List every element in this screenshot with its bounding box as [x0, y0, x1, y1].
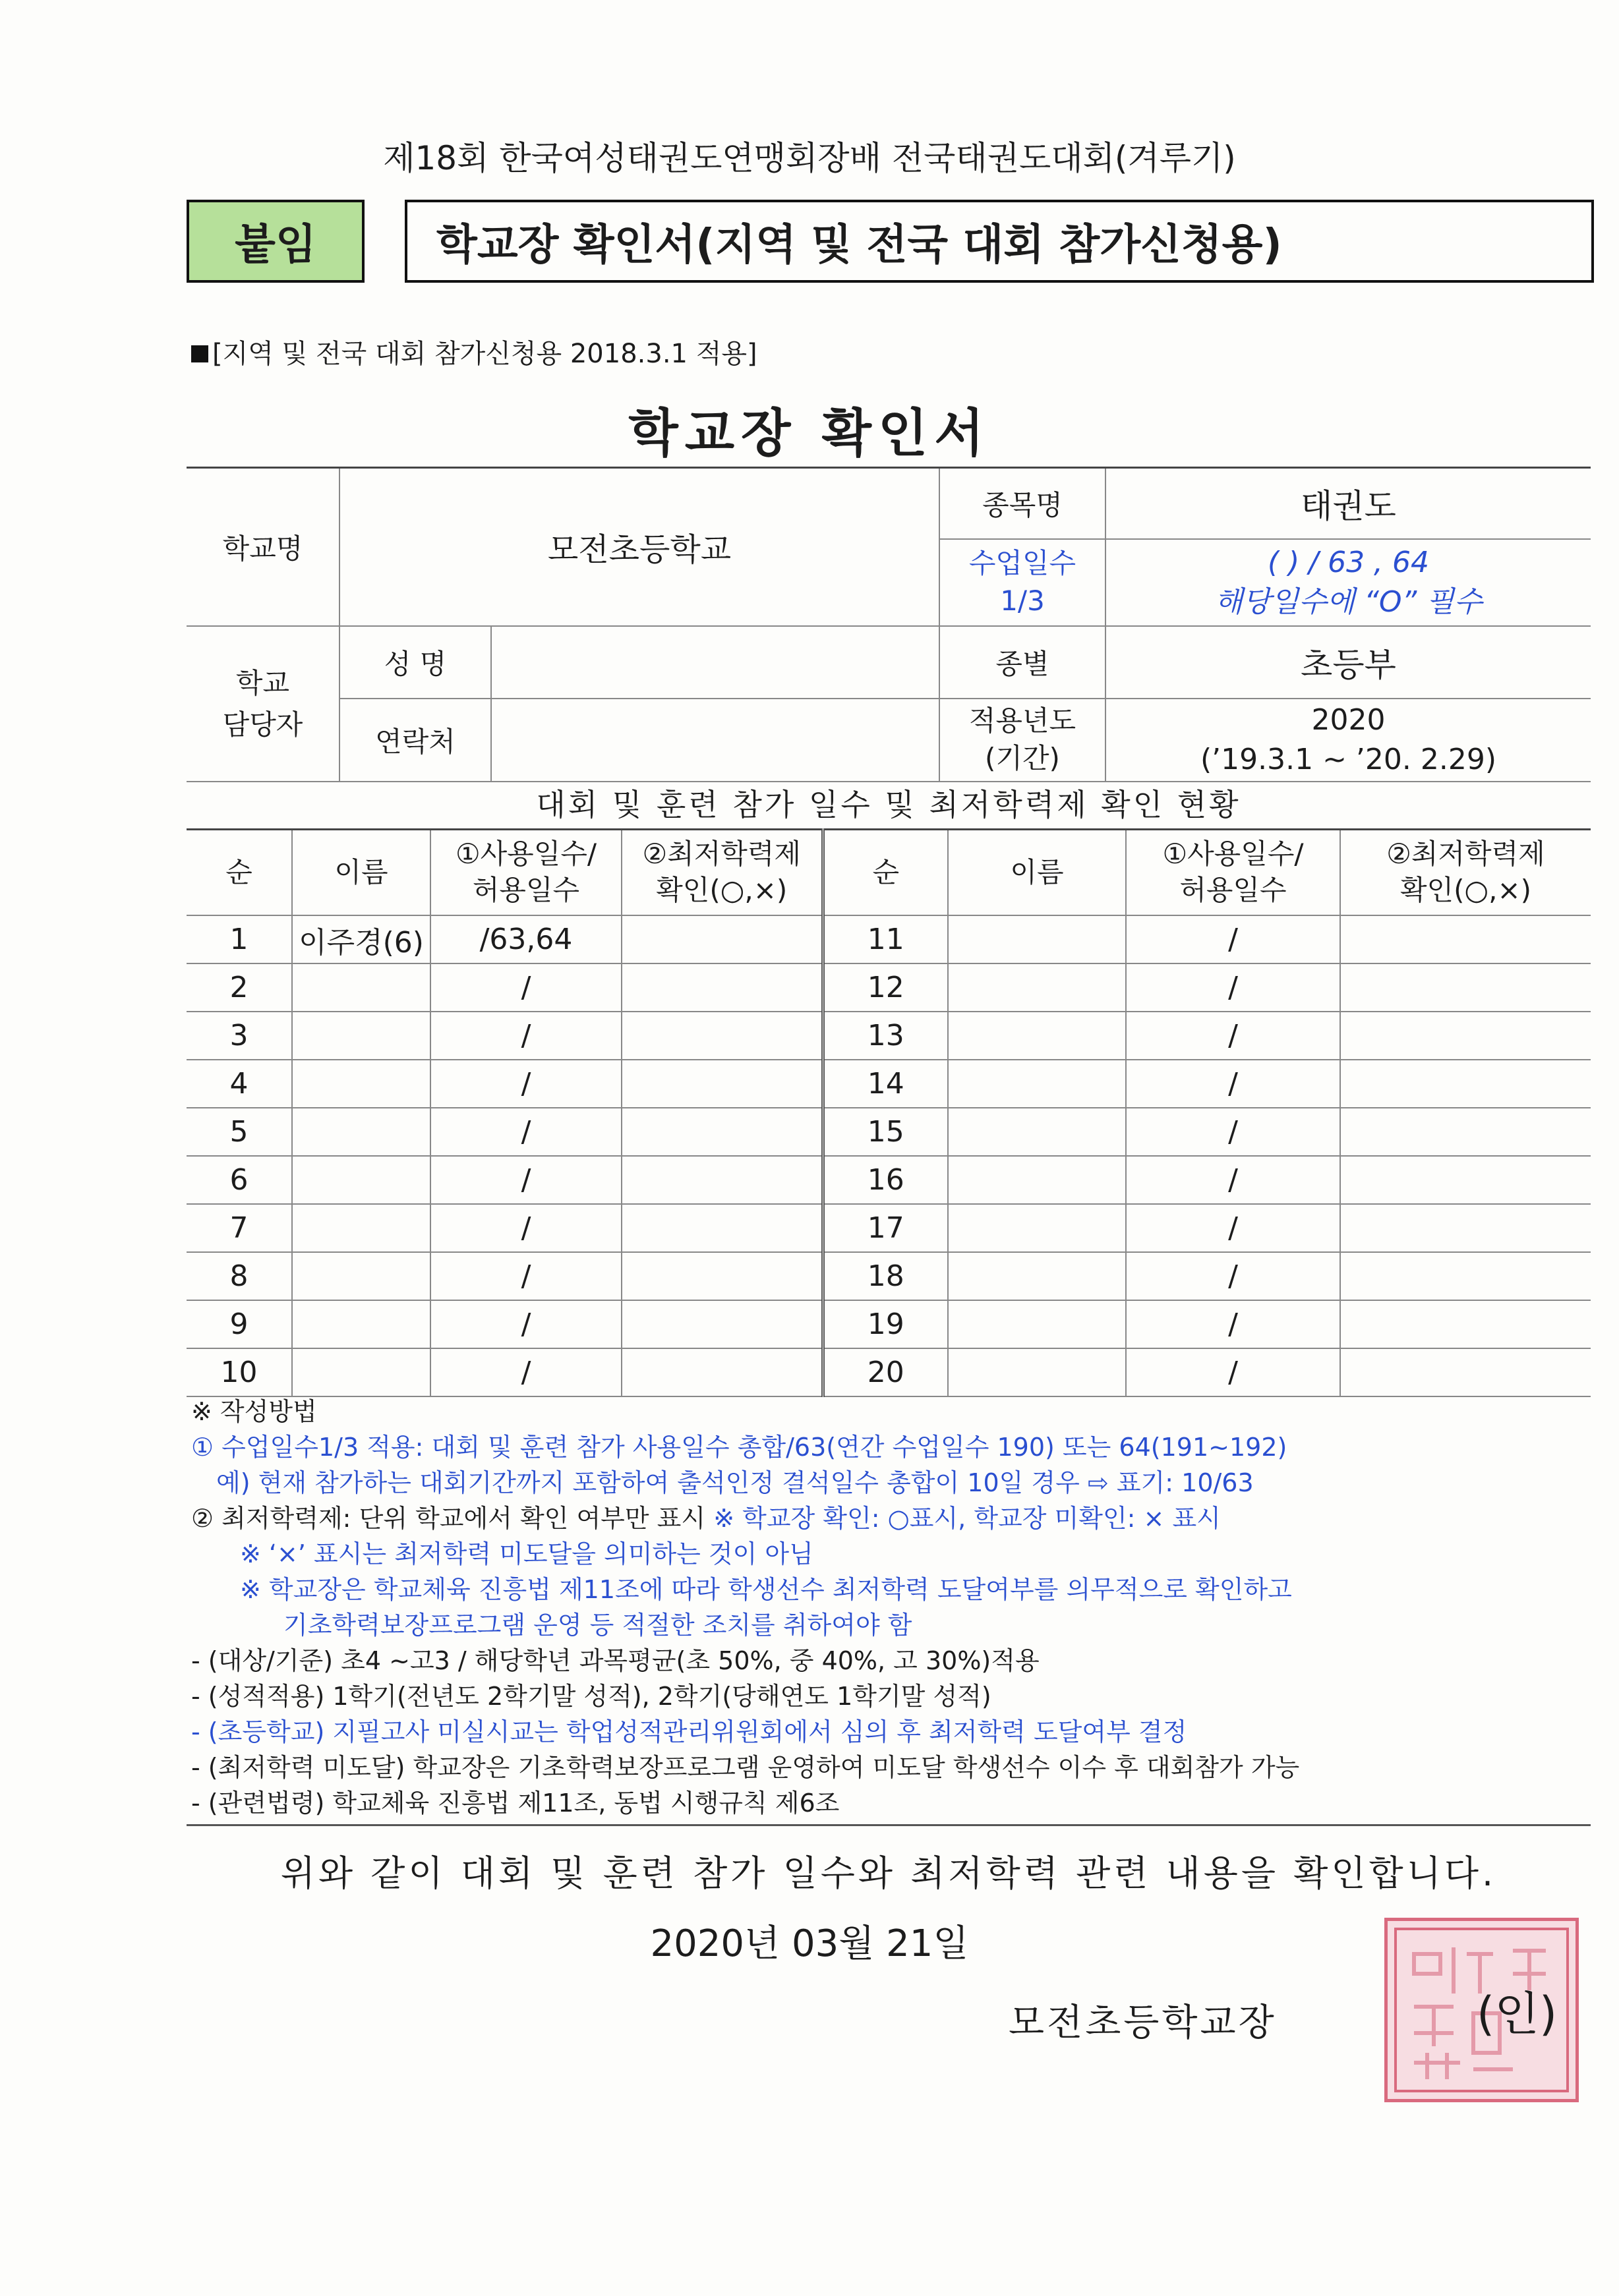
principal-signature: 모전초등학교장 — [1009, 2001, 1277, 2044]
days-used[interactable]: / — [1126, 963, 1340, 1012]
participant-name[interactable] — [948, 963, 1126, 1012]
form-title-box: 학교장 확인서(지역 및 전국 대회 참가신청용) — [405, 200, 1594, 283]
days-used[interactable]: / — [430, 1252, 622, 1300]
year-text: 2020 — [1311, 703, 1386, 737]
participant-name[interactable] — [948, 1252, 1126, 1300]
min-academic-check[interactable] — [622, 1204, 823, 1252]
col-min-header-right — [1340, 830, 1591, 916]
row-number: 5 — [187, 1108, 292, 1156]
min-academic-check[interactable] — [622, 1156, 823, 1204]
days-used[interactable]: / — [430, 1012, 622, 1060]
min-academic-check[interactable] — [622, 1108, 823, 1156]
col-days-line2-right: 허용일수 — [1179, 874, 1287, 906]
col-min-line2: 확인(○,×) — [656, 874, 788, 906]
instruction-1b: 예) 현재 참가하는 대회기간까지 포함하여 출석인정 결석일수 총합이 10일 경우 ⇨ 표기: 10/63 — [216, 1468, 1254, 1497]
participant-name[interactable] — [948, 1348, 1126, 1396]
participant-name[interactable] — [292, 1300, 430, 1348]
event-label: 종목명 — [939, 468, 1105, 539]
manager-label-line1: 학교 — [235, 666, 290, 699]
col-days-header — [430, 830, 622, 916]
attachment-tag: 붙임 — [187, 200, 365, 283]
contact-field[interactable] — [491, 699, 939, 782]
min-academic-check[interactable] — [622, 1012, 823, 1060]
participant-name[interactable] — [292, 1108, 430, 1156]
row-number: 19 — [823, 1300, 948, 1348]
instructions — [191, 1394, 1608, 1821]
row-number: 10 — [187, 1348, 292, 1396]
min-academic-check[interactable] — [622, 1252, 823, 1300]
participant-name[interactable] — [292, 1060, 430, 1108]
school-name-value: 모전초등학교 — [339, 468, 939, 626]
row-number: 2 — [187, 963, 292, 1012]
min-academic-check[interactable] — [1340, 1348, 1591, 1396]
row-number: 8 — [187, 1252, 292, 1300]
confirmation-text: 위와 같이 대회 및 훈련 참가 일수와 최저학력 관련 내용을 확인합니다. — [280, 1852, 1497, 1894]
event-value: 태권도 — [1105, 468, 1591, 539]
participant-name[interactable] — [292, 963, 430, 1012]
days-used[interactable]: /63,64 — [430, 915, 622, 963]
participant-name[interactable] — [292, 1204, 430, 1252]
min-academic-check[interactable] — [1340, 1012, 1591, 1060]
row-number: 11 — [823, 915, 948, 963]
row-number: 20 — [823, 1348, 948, 1396]
participant-name[interactable] — [948, 1300, 1126, 1348]
days-used[interactable]: / — [1126, 915, 1340, 963]
manager-label-line2: 담당자 — [222, 708, 303, 741]
year-label-line1: 적용년도 — [968, 704, 1076, 737]
year-label-line2: (기간) — [985, 741, 1060, 774]
year-label — [939, 699, 1105, 782]
participant-name[interactable] — [292, 1156, 430, 1204]
form-version-text: [지역 및 전국 대회 참가신청용 2018.3.1 적용] — [212, 339, 757, 369]
row-number: 1 — [187, 915, 292, 963]
row-number: 3 — [187, 1012, 292, 1060]
instruction-2-prefix: ② 최저학력제: 단위 학교에서 확인 여부만 표시 — [191, 1504, 706, 1533]
detail-5: - (관련법령) 학교체육 진흥법 제11조, 동법 시행규칙 제6조 — [191, 1789, 840, 1818]
col-min-header — [622, 830, 823, 916]
table-row — [187, 1252, 1591, 1300]
row-number: 13 — [823, 1012, 948, 1060]
days-used[interactable]: / — [430, 963, 622, 1012]
participant-name[interactable] — [948, 1204, 1126, 1252]
division-label: 종별 — [939, 626, 1105, 699]
row-number: 7 — [187, 1204, 292, 1252]
col-min-line1: ②최저학력제 — [642, 838, 801, 871]
period-text: (’19.3.1 ~ ’20. 2.29) — [1200, 742, 1497, 776]
days-used[interactable]: / — [430, 1204, 622, 1252]
table-row — [187, 1300, 1591, 1348]
manager-label — [187, 626, 339, 782]
days-used[interactable]: / — [430, 1300, 622, 1348]
seal-label: (인) — [1477, 1987, 1558, 2041]
year-value — [1105, 699, 1591, 782]
school-info-table — [187, 467, 1591, 782]
days-used[interactable]: / — [1126, 1348, 1340, 1396]
school-name-label: 학교명 — [187, 468, 339, 626]
row-number: 17 — [823, 1204, 948, 1252]
min-academic-check[interactable] — [1340, 963, 1591, 1012]
table-row — [187, 915, 1591, 963]
row-number: 15 — [823, 1108, 948, 1156]
participation-table — [187, 828, 1591, 1397]
min-academic-check[interactable] — [622, 1060, 823, 1108]
row-number: 16 — [823, 1156, 948, 1204]
row-number: 4 — [187, 1060, 292, 1108]
contact-label: 연락처 — [339, 699, 491, 782]
days-used[interactable]: / — [1126, 1156, 1340, 1204]
participant-name[interactable] — [292, 1348, 430, 1396]
col-min-line2-right: 확인(○,×) — [1399, 874, 1532, 906]
min-academic-check[interactable] — [622, 963, 823, 1012]
col-days-line1: ①사용일수/ — [455, 838, 597, 871]
square-bullet-icon — [191, 345, 208, 362]
days-used[interactable]: / — [1126, 1108, 1340, 1156]
days-used[interactable]: / — [1126, 1204, 1340, 1252]
division-value: 초등부 — [1105, 626, 1591, 699]
participant-name[interactable]: 이주경(6) — [292, 915, 430, 963]
instruction-2-suffix: ※ 학교장 확인: ○표시, 학교장 미확인: × 표시 — [713, 1504, 1221, 1533]
participant-name[interactable] — [948, 1060, 1126, 1108]
table-row — [187, 1108, 1591, 1156]
min-academic-check[interactable] — [1340, 915, 1591, 963]
min-academic-check[interactable] — [1340, 1252, 1591, 1300]
participant-name[interactable] — [292, 1012, 430, 1060]
table-row — [187, 1204, 1591, 1252]
detail-1: - (대상/기준) 초4 ~고3 / 해당학년 과목평균(초 50%, 중 40%, 고 30%)적용 — [191, 1646, 1040, 1675]
row-number: 9 — [187, 1300, 292, 1348]
col-no-header: 순 — [187, 830, 292, 916]
document-title: 학교장 확인서 — [628, 404, 991, 463]
min-academic-check[interactable] — [622, 915, 823, 963]
participant-name[interactable] — [948, 1012, 1126, 1060]
days-used[interactable]: / — [1126, 1252, 1340, 1300]
detail-3: - (초등학교) 지필고사 미실시교는 학업성적관리위원회에서 심의 후 최저학력 도달여부 결정 — [191, 1717, 1187, 1746]
table-row — [187, 1348, 1591, 1396]
class-days-ratio: 1/3 — [1000, 584, 1045, 617]
class-days-label — [939, 539, 1105, 626]
table-row — [187, 1060, 1591, 1108]
detail-2: - (성적적용) 1학기(전년도 2학기말 성적), 2학기(당해연도 1학기말 성적) — [191, 1682, 991, 1711]
min-academic-check[interactable] — [1340, 1204, 1591, 1252]
col-name-header: 이름 — [292, 830, 430, 916]
min-academic-check[interactable] — [1340, 1156, 1591, 1204]
divider — [187, 1824, 1591, 1826]
row-number: 18 — [823, 1252, 948, 1300]
table-row — [187, 1012, 1591, 1060]
min-academic-check[interactable] — [1340, 1300, 1591, 1348]
col-days-header-right — [1126, 830, 1340, 916]
note-2b: 기초학력보장프로그램 운영 등 적절한 조치를 취하여야 함 — [283, 1611, 912, 1640]
days-used[interactable]: / — [1126, 1300, 1340, 1348]
form-version-note — [191, 333, 757, 370]
note-1: ※ ‘×’ 표시는 최저학력 미도달을 의미하는 것이 아님 — [240, 1539, 813, 1568]
class-days-value: ( ) / 63 , 64 — [1267, 546, 1430, 580]
participant-name[interactable] — [948, 1156, 1126, 1204]
table-row — [187, 963, 1591, 1012]
class-days-note: 해당일수에 “O” 필수 — [1214, 585, 1483, 619]
participant-name[interactable] — [292, 1252, 430, 1300]
col-name-header-right: 이름 — [948, 830, 1126, 916]
col-min-line1-right: ②최저학력제 — [1386, 838, 1545, 871]
min-academic-check[interactable] — [1340, 1108, 1591, 1156]
instruction-2 — [191, 1501, 1608, 1536]
col-days-line2: 허용일수 — [472, 874, 580, 906]
min-academic-check[interactable] — [622, 1348, 823, 1396]
detail-4: - (최저학력 미도달) 학교장은 기초학력보장프로그램 운영하여 미도달 학생선수 이수 후 대회참가 가능 — [191, 1753, 1300, 1782]
days-used[interactable]: / — [430, 1348, 622, 1396]
instruction-1a: ① 수업일수1/3 적용: 대회 및 훈련 참가 사용일수 총합/63(연간 수업일수 190) 또는 64(191~192) — [191, 1433, 1287, 1462]
days-used[interactable]: / — [430, 1156, 622, 1204]
days-used[interactable]: / — [1126, 1060, 1340, 1108]
col-days-line1-right: ①사용일수/ — [1162, 838, 1304, 871]
row-number: 12 — [823, 963, 948, 1012]
days-used[interactable]: / — [430, 1108, 622, 1156]
row-number: 6 — [187, 1156, 292, 1204]
class-days-field[interactable] — [1105, 539, 1591, 626]
days-used[interactable]: / — [1126, 1012, 1340, 1060]
roster-header-row — [187, 830, 1591, 916]
participant-name[interactable] — [948, 915, 1126, 963]
days-used[interactable]: / — [430, 1060, 622, 1108]
table-row — [187, 1156, 1591, 1204]
min-academic-check[interactable] — [622, 1300, 823, 1348]
participant-name[interactable] — [948, 1108, 1126, 1156]
class-days-label-text: 수업일수 — [968, 546, 1076, 579]
issue-date: 2020년 03월 21일 — [650, 1922, 969, 1965]
summary-title: 대회 및 훈련 참가 일수 및 최저학력제 확인 현황 — [536, 787, 1241, 822]
manager-name-label: 성 명 — [339, 626, 491, 699]
instructions-heading: ※ 작성방법 — [191, 1397, 317, 1426]
competition-title: 제18회 한국여성태권도연맹회장배 전국태권도대회(겨루기) — [383, 139, 1236, 177]
col-no-header-right: 순 — [823, 830, 948, 916]
min-academic-check[interactable] — [1340, 1060, 1591, 1108]
manager-name-field[interactable] — [491, 626, 939, 699]
row-number: 14 — [823, 1060, 948, 1108]
note-2a: ※ 학교장은 학교체육 진흥법 제11조에 따라 학생선수 최저학력 도달여부를 의무적으로 확인하고 — [240, 1575, 1292, 1604]
